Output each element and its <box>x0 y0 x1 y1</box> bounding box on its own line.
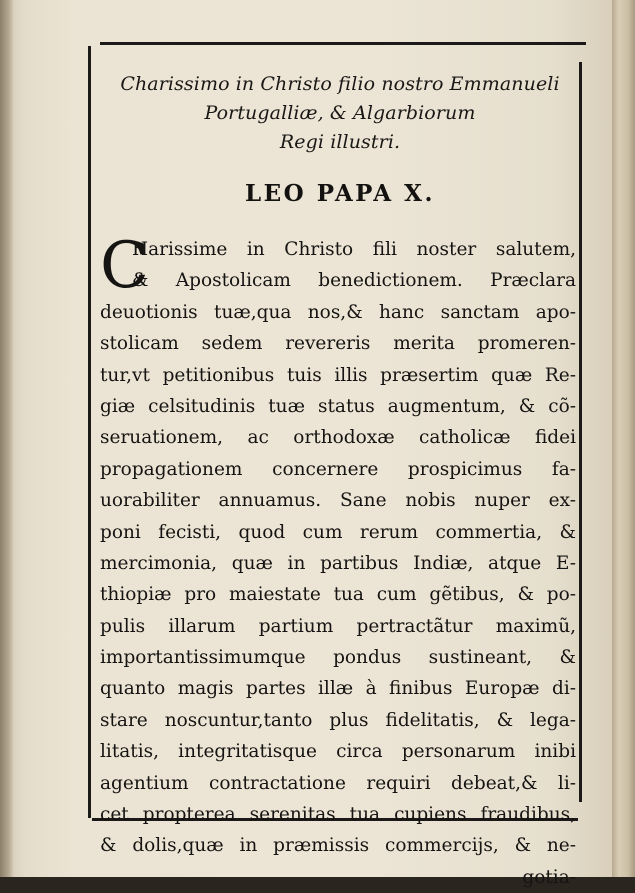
dedication-line-3: Regi illustri. <box>279 131 401 153</box>
text-line: uorabiliter annuamus. Sane nobis nuper ex- <box>100 490 576 512</box>
catchword: gotia- <box>522 866 576 888</box>
drop-cap: C <box>100 229 149 303</box>
text-line: Harissime in Christo fili noster salutem, <box>132 239 576 260</box>
dedication <box>100 70 580 157</box>
text-line: pulis illarum partium pertractãtur maximũ, <box>100 615 576 637</box>
text-line: deuotionis tuæ,qua nos,& hanc sanctam apo- <box>100 301 576 323</box>
text-line: thiopiæ pro maiestate tua cum gẽtibus, & po- <box>100 584 576 606</box>
frame-top-rule <box>100 42 586 45</box>
text-line: mercimonia, quæ in partibus Indiæ, atque E- <box>100 552 576 574</box>
page-title: LEO PAPA X. <box>244 180 436 207</box>
text-line: stolicam sedem revereris merita promeren- <box>100 333 576 355</box>
text-line: litatis, integritatisque circa personarum inibi <box>100 741 576 763</box>
text-line: & dolis,quæ in præmissis commercijs, & ne- <box>100 835 576 857</box>
page-edge <box>612 0 635 877</box>
text-line: giæ celsitudinis tuæ status augmentum, & cõ- <box>100 395 576 417</box>
text-line: seruationem, ac orthodoxæ catholicæ fidei <box>100 427 576 449</box>
text-line: agentium contractatione requiri debeat,& li- <box>100 772 576 794</box>
text-line: stare noscuntur,tanto plus fidelitatis, & lega- <box>100 709 576 731</box>
text-line: importantissimumque pondus sustineant, & <box>100 647 576 669</box>
page-gutter <box>0 0 14 877</box>
text-line: quanto magis partes illæ à finibus Europæ di- <box>100 678 576 700</box>
dedication-line-1: Charissimo in Christo filio nostro Emmanueli <box>120 73 560 95</box>
text-line: tur,vt petitionibus tuis illis præsertim quæ Re- <box>100 364 576 386</box>
text-line: propagationem concernere prospicimus fa- <box>100 458 576 480</box>
text-line: cet propterea serenitas tua cupiens fraudibus, <box>100 804 576 826</box>
text-line: & Apostolicam benedictionem. Præclara <box>132 270 576 292</box>
dedication-line-2: Portugalliæ, & Algarbiorum <box>204 102 476 124</box>
frame-left-rule <box>88 46 91 818</box>
frame-right-rule <box>579 62 582 802</box>
text-line: poni fecisti, quod cum rerum commertia, & <box>100 521 576 543</box>
dedication-block <box>100 70 580 157</box>
letter-body <box>100 229 576 893</box>
